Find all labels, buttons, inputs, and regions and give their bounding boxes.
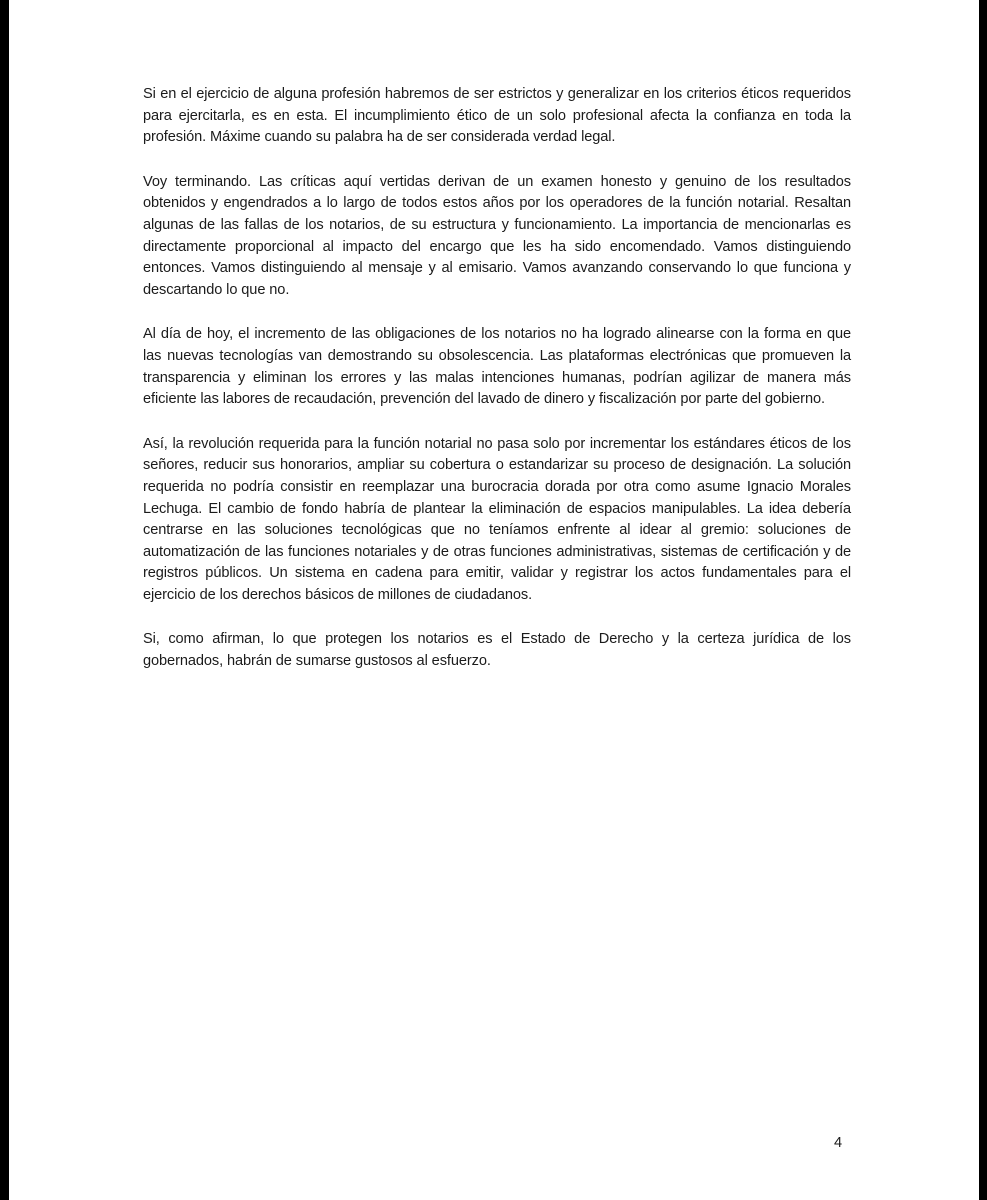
left-border [0, 0, 9, 1200]
page-number: 4 [834, 1135, 843, 1151]
paragraph-4: Así, la revolución requerida para la función notarial no pasa solo por incrementar los estándares éticos de los señores, reducir sus honorarios, ampliar su cobertura o estandarizar su proceso de designación. La solución requerida no podría consistir en reemplazar una burocracia dorada por otra como asume Ignacio Morales Lechuga. El cambio de fondo habría de plantear la eliminación de espacios manipulables. La idea debería centrarse en las soluciones tecnológicas que no teníamos enfrente al idear al gremio: soluciones de automatización de las funciones notariales y de otras funciones administrativas, sistemas de certificación y de registros públicos. Un sistema en cadena para emitir, validar y registrar los actos fundamentales para el ejercicio de los derechos básicos de millones de ciudadanos. [143, 435, 851, 603]
page-content [143, 84, 851, 696]
paragraph-5: Si, como afirman, lo que protegen los notarios es el Estado de Derecho y la certeza jurídica de los gobernados, habrán de sumarse gustosos al esfuerzo. [143, 631, 851, 670]
document-page [9, 0, 979, 1200]
paragraph-2: Voy terminando. Las críticas aquí vertidas derivan de un examen honesto y genuino de los resultados obtenidos y engendrados a lo largo de todos estos años por los operadores de la función notarial. Resaltan algunas de las fallas de los notarios, de su estructura y funcionamiento. La importancia de mencionarlas es directamente proporcional al impacto del encargo que les ha sido encomendado. Vamos distinguiendo entonces. Vamos distinguiendo al mensaje y al emisario. Vamos avanzando conservando lo que funciona y descartando lo que no. [143, 173, 851, 298]
paragraph-1: Si en el ejercicio de alguna profesión habremos de ser estrictos y generalizar en los criterios éticos requeridos para ejercitarla, es en esta. El incumplimiento ético de un solo profesional afecta la confianza en toda la profesión. Máxime cuando su palabra ha de ser considerada verdad legal. [143, 86, 851, 146]
right-border [979, 0, 987, 1200]
paragraph-3: Al día de hoy, el incremento de las obligaciones de los notarios no ha logrado alinearse con la forma en que las nuevas tecnologías van demostrando su obsolescencia. Las plataformas electrónicas que promueven la transparencia y eliminan los errores y las malas intenciones humanas, podrían agilizar de manera más eficiente las labores de recaudación, prevención del lavado de dinero y fiscalización por parte del gobierno. [143, 326, 851, 408]
